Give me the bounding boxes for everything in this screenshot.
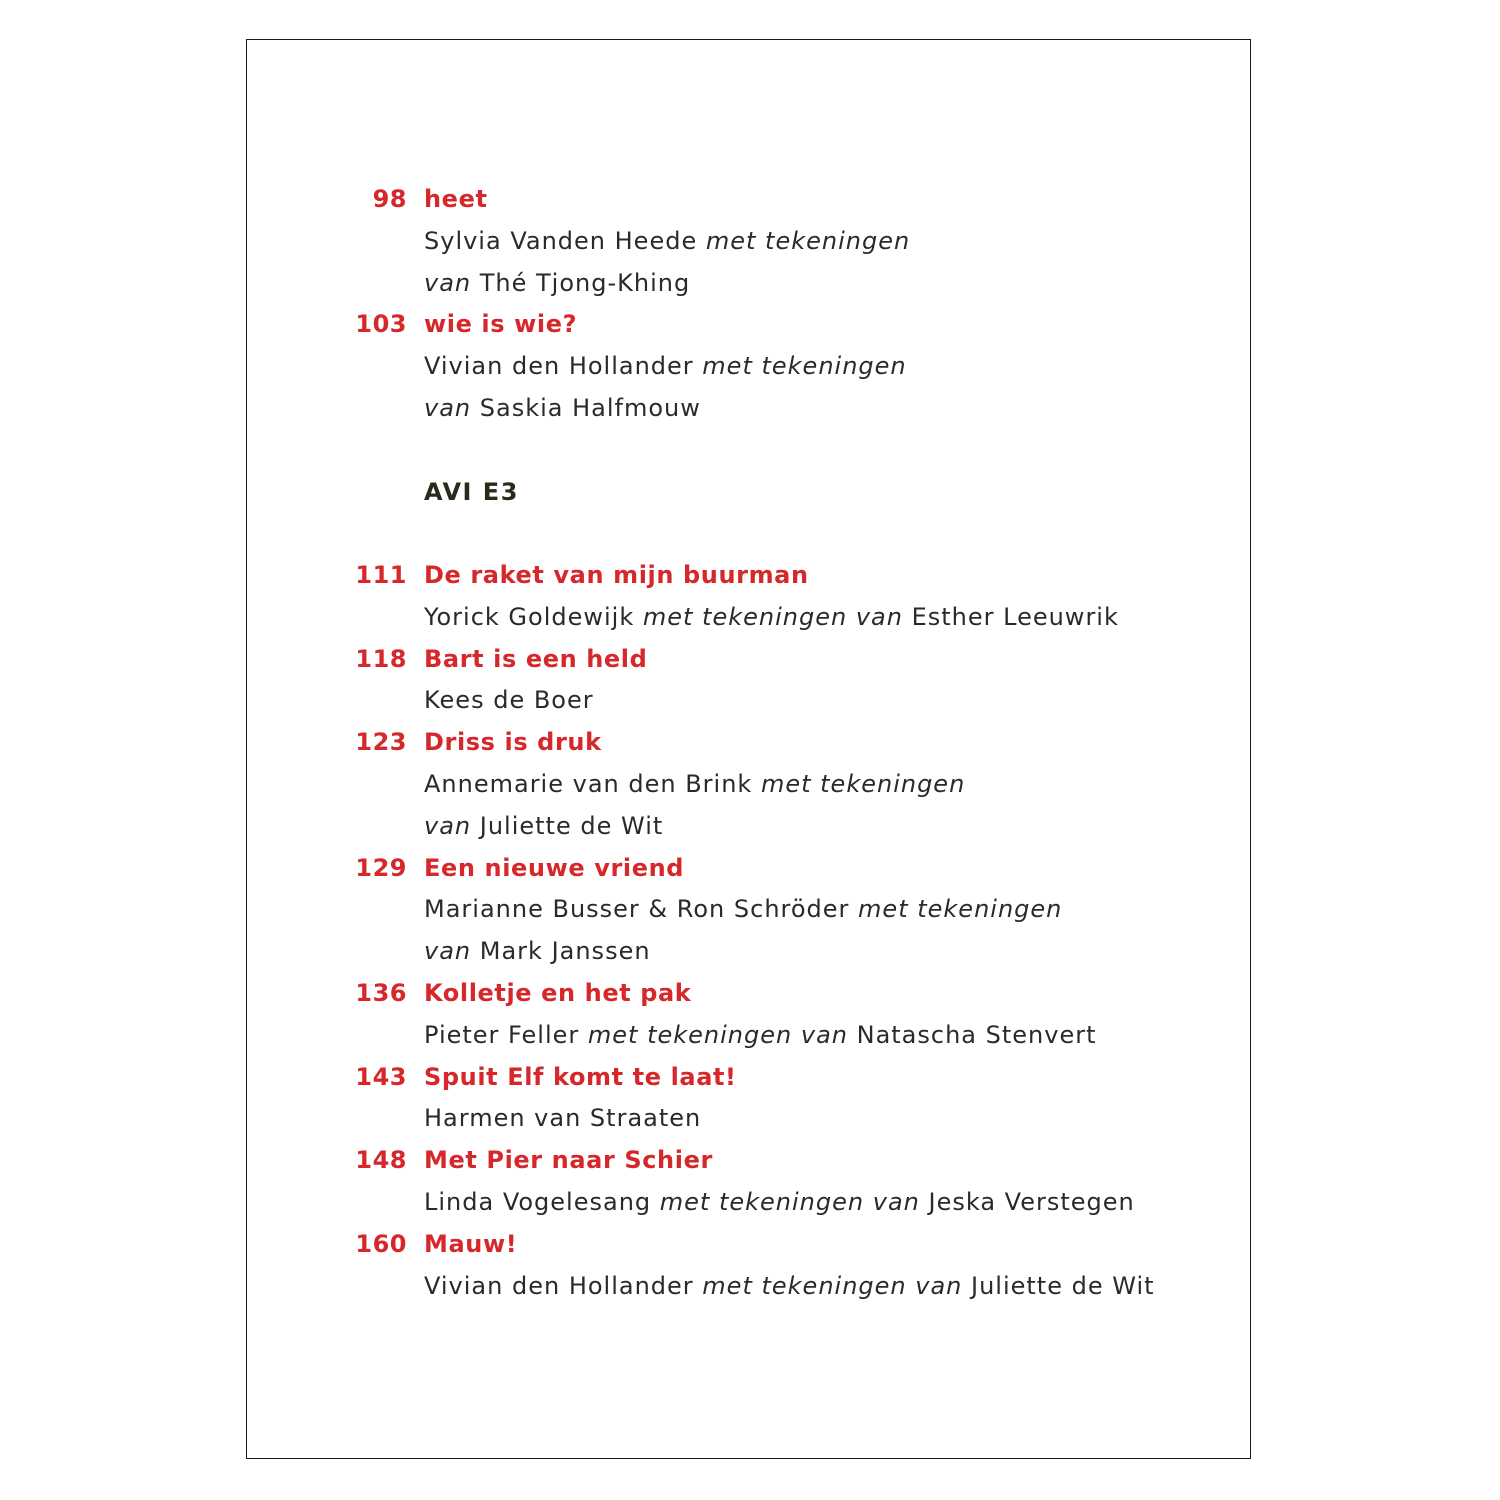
credit-name: Kees de Boer [424,686,594,715]
credit-italic: van [424,811,472,840]
page-number: 129 [355,853,407,882]
page-number: 98 [372,185,407,213]
page-number: 111 [355,561,407,589]
toc-entry-credit-row [247,1014,1247,1056]
credit-name: Mark Janssen [471,937,651,966]
page-number: 148 [355,1146,407,1175]
credit-name: Marianne Busser & Ron Schröder [424,895,859,924]
toc-entry-title-row [247,847,1247,889]
credit-text [424,1014,1097,1056]
story-title: Driss is druk [424,728,602,757]
toc-entry-title-row [247,1223,1247,1265]
book-page [246,39,1251,1459]
story-title: Mauw! [424,1229,518,1258]
page-number: 160 [355,1229,407,1258]
credit-name: Pieter Feller [424,1020,588,1049]
toc-entry-title-row [247,1139,1247,1181]
toc-entry-credit-row [247,888,1247,930]
credit-text [424,262,690,304]
page-number: 118 [355,644,407,673]
toc-entry-credit-row [247,805,1247,847]
toc-entry-title-row [247,638,1247,680]
credit-name: Annemarie van den Brink [424,770,761,798]
credit-text [424,345,907,387]
credit-italic: met tekeningen van [702,1271,963,1300]
credit-text [424,888,1062,930]
credit-name: Juliette de Wit [962,1271,1155,1300]
credit-name: Natascha Stenvert [847,1020,1097,1049]
story-title: Met Pier naar Schier [424,1146,713,1175]
credit-text [424,679,594,721]
toc-entry-credit-row [247,345,1247,387]
credit-italic: met tekeningen van [642,602,903,631]
toc-entry-title-row [247,554,1247,596]
toc-entry-credit-row [247,1181,1247,1223]
credit-italic: met tekeningen [760,770,966,798]
toc-entry-credit-row [247,930,1247,972]
credit-name: Saskia Halfmouw [471,394,701,422]
story-title: wie is wie? [424,310,578,339]
credit-name: Vivian den Hollander [424,1271,703,1300]
credit-text [424,1097,701,1139]
credit-text [424,930,651,972]
credit-name: Harmen van Straaten [424,1104,702,1133]
toc-entry-credit-row [247,220,1247,262]
credit-text [424,220,910,262]
credit-text [424,1265,1155,1307]
story-title: Spuit Elf komt te laat! [424,1062,737,1091]
credit-text [424,805,663,847]
section-heading: AVI E3 [424,478,519,506]
story-title: Een nieuwe vriend [424,853,685,882]
toc-entry-title-row [247,1056,1247,1098]
toc-entry-credit-row [247,387,1247,429]
toc-entry-credit-row [247,679,1247,721]
credit-italic: met tekeningen van [587,1020,848,1049]
toc-entry-title-row [247,303,1247,345]
credit-name: Jeska Verstegen [919,1188,1135,1216]
toc-entry-title-row [247,972,1247,1014]
credit-italic: met tekeningen [705,226,911,255]
credit-text [424,596,1119,638]
credit-name: Thé Tjong-Khing [471,268,691,297]
toc-entry-credit-row [247,596,1247,638]
credit-name: Esther Leeuwrik [902,602,1119,631]
credit-italic: van [424,394,472,422]
credit-name: Sylvia Vanden Heede [424,226,706,255]
credit-name: Juliette de Wit [471,811,664,840]
credit-italic: van [424,268,472,297]
toc-entry-title-row [247,721,1247,763]
story-title: De raket van mijn buurman [424,561,809,589]
credit-name: Yorick Goldewijk [424,602,643,631]
toc-entry-credit-row [247,1097,1247,1139]
credit-text [424,1181,1135,1223]
page-number: 136 [355,979,407,1007]
toc-entry-credit-row [247,1265,1247,1307]
credit-italic: met tekeningen [858,895,1063,924]
section-heading-row [247,471,1247,513]
credit-name: Vivian den Hollander [424,352,703,381]
credit-text [424,387,701,429]
credit-italic: met tekeningen [702,352,907,381]
page-number: 143 [355,1062,407,1091]
toc-entry-credit-row [247,262,1247,304]
credit-text [424,763,965,805]
page-number: 123 [355,728,407,757]
page-number: 103 [355,310,407,339]
credit-italic: van [424,937,472,966]
story-title: heet [424,185,488,213]
credit-italic: met tekeningen van [659,1188,920,1216]
story-title: Kolletje en het pak [424,979,692,1007]
toc-entry-credit-row [247,763,1247,805]
story-title: Bart is een held [424,644,648,673]
toc-entry-title-row [247,178,1247,220]
credit-name: Linda Vogelesang [424,1188,660,1216]
